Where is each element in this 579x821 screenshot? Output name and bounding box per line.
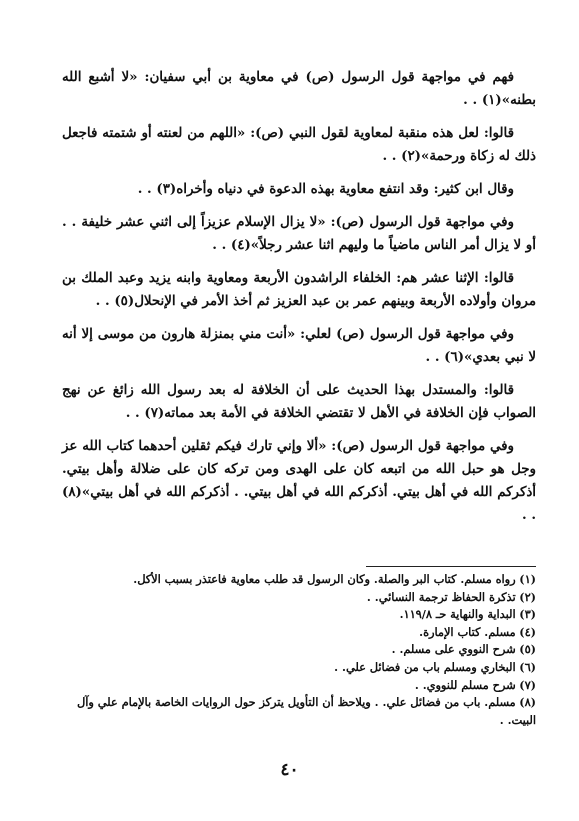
footnote-text: البداية والنهاية حـ ١١٩/٨. (399, 607, 516, 622)
footnote-number: (٤) (519, 624, 536, 639)
footnote-item (62, 677, 536, 695)
footnotes (62, 571, 536, 729)
footnote-number: (٢) (519, 589, 536, 604)
footnote-number: (٥) (519, 642, 536, 657)
paragraph-3: وقال ابن كثير: وقد انتفع معاوية بهذه الدعوة في دنياه وأخراه(٣) . . (137, 181, 514, 197)
footnote-number: (١) (519, 572, 536, 586)
footnote-text: تذكرة الحفاظ ترجمة النسائي. . (366, 589, 516, 604)
footnote-item (62, 589, 536, 607)
footnote-item (62, 571, 536, 589)
footnote-text: مسلم. باب من فضائل علي. . ويلاحظ أن التأويل يتركز حول الروايات الخاصة بالإمام علي وآل البيت. . (77, 695, 536, 727)
footnote-text: مسلم. كتاب الإمارة. (419, 624, 516, 639)
paragraph-7: قالوا: والمستدل بهذا الحديث على أن الخلافة له بعد رسول الله زائغ عن نهج الصواب فإن الخلافة في الأهل لا تقتضي الخلافة في الأمة بعد مماته(٧) . . (62, 382, 536, 421)
paragraph-2: قالوا: لعل هذه منقبة لمعاوية لقول النبي (ص): «اللهم من لعنته أو شتمته فاجعل ذلك له زكاة ورحمة»(٢) . . (62, 125, 536, 164)
footnote-text: رواه مسلم. كتاب البر والصلة. وكان الرسول قد طلب معاوية فاعتذر بسبب الأكل. (133, 572, 516, 586)
footnote-separator (366, 566, 536, 567)
main-text (62, 66, 536, 537)
footnote-item (62, 606, 536, 624)
footnote-number: (٧) (519, 677, 536, 692)
paragraph-6: وفي مواجهة قول الرسول (ص) لعلي: «أنت مني بمنزلة هارون من موسى إلا أنه لا نبي بعدي»(٦) . . (62, 326, 536, 365)
footnote-item (62, 624, 536, 642)
footnote-text: البخاري ومسلم باب من فضائل علي. . (334, 659, 516, 674)
footnote-number: (٦) (519, 659, 536, 674)
footnote-number: (٨) (519, 695, 536, 710)
paragraph-1: فهم في مواجهة قول الرسول (ص) في معاوية بن أبي سفيان: «لا أشبع الله بطنه»(١) . . (62, 69, 536, 108)
paragraph-4: وفي مواجهة قول الرسول (ص): «لا يزال الإسلام عزيزاً إلى اثني عشر خليفة . . أو لا يزال أمر الناس ماضياً ما وليهم اثنا عشر رجلاً»(٤) . . (62, 214, 536, 253)
footnote-item (62, 659, 536, 677)
footnote-item (62, 694, 536, 729)
footnote-number: (٣) (519, 607, 536, 622)
paragraph-5: قالوا: الإثنا عشر هم: الخلفاء الراشدون الأربعة ومعاوية وابنه يزيد وعبد الملك بن مروان وأولاده الأربعة وبينهم عمر بن عبد العزيز ثم أخذ الأمر في الإنحلال(٥) . . (62, 270, 536, 309)
footnote-text: شرح مسلم للنووي. . (414, 677, 516, 692)
page-number: ٤٠ (280, 760, 299, 780)
paragraph-8: وفي مواجهة قول الرسول (ص): «ألا وإني تارك فيكم ثقلين أحدهما كتاب الله عز وجل هو حبل الله من اتبعه كان على الهدى ومن تركه كان على ضلالة وأهل بيتي. أذكركم الله في أهل بيتي. أذكركم الله في أهل بيتي. . أذكركم الله في أهل بيتي»(٨) . . (62, 438, 536, 523)
footnote-item (62, 641, 536, 659)
footnote-text: شرح النووي على مسلم. . (391, 642, 516, 657)
